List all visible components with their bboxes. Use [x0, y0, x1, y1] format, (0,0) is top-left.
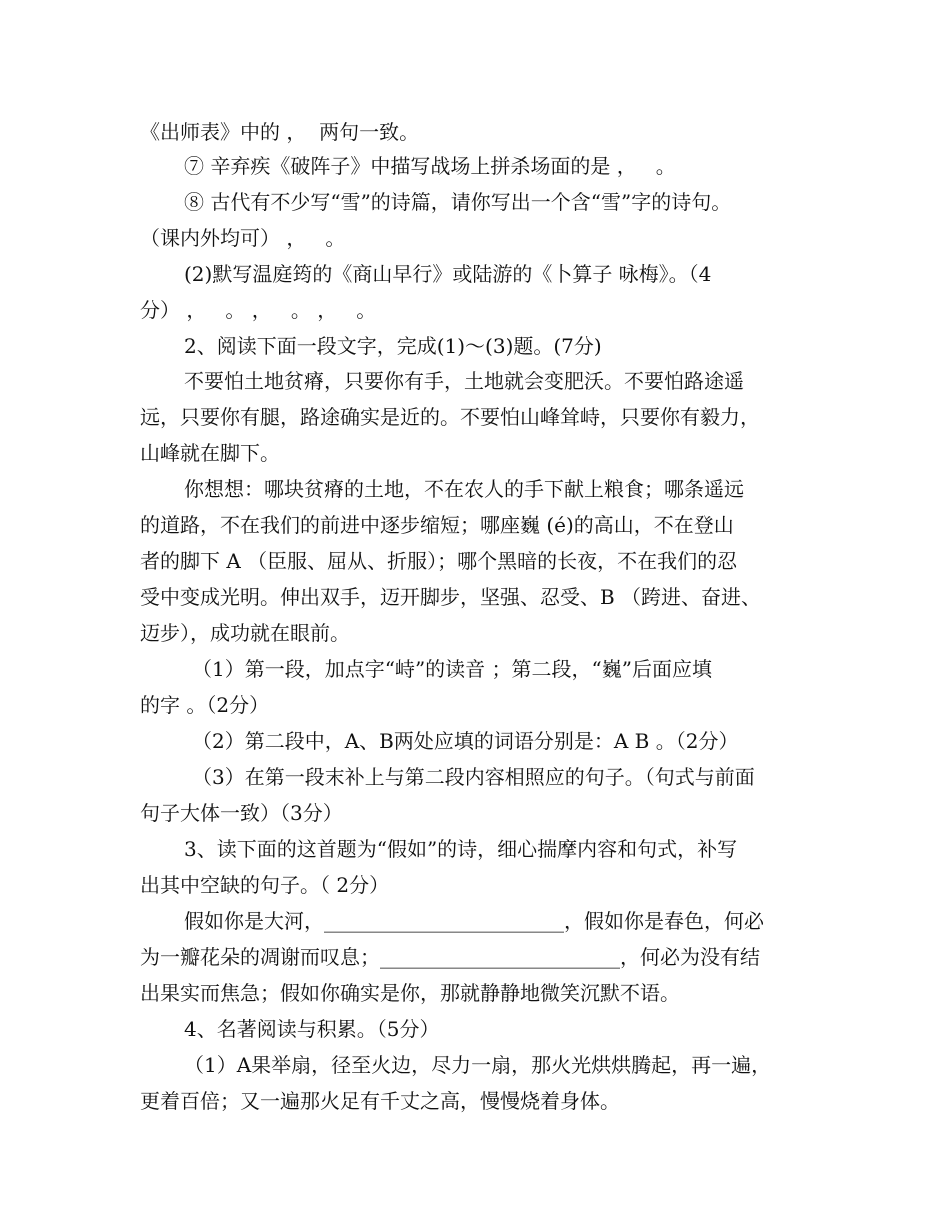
text-line: 受中变成光明。伸出双手，迈开脚步，坚强、忍受、B （跨进、奋进、 [140, 585, 762, 609]
text-line: 你想想：哪块贫瘠的土地，不在农人的手下献上粮食；哪条遥远 [184, 477, 744, 501]
text-line: 更着百倍；又一遍那火足有千丈之高，慢慢烧着身体。 [140, 1089, 620, 1113]
text-line: ⑦ 辛弃疾《破阵子》中描写战场上拼杀场面的是 ， 。 [184, 154, 676, 178]
text-line: （2）第二段中，A、B两处应填的词语分别是：A B 。（2分） [192, 729, 739, 753]
text-line: 远，只要你有腿，路途确实是近的。不要怕山峰耸峙，只要你有毅力， [140, 405, 760, 429]
text-line: 句子大体一致）（3分） [140, 801, 343, 825]
text-line: 2、阅读下面一段文字，完成(1)～(3)题。(7分) [184, 334, 602, 358]
text-line: 不要怕土地贫瘠，只要你有手，土地就会变肥沃。不要怕路途遥 [184, 369, 744, 393]
text-line: 迈步），成功就在眼前。 [140, 621, 350, 645]
text-line: （课内外均可） ， 。 [140, 226, 346, 250]
text-line: 分） ， 。 ， 。 ， 。 [140, 298, 377, 322]
text-line: 为一瓣花朵的凋谢而叹息；________________________，何必为没有结 [140, 945, 760, 969]
text-line: 3、读下面的这首题为“假如”的诗，细心揣摩内容和句式，补写 [184, 837, 738, 861]
text-line: 山峰就在脚下。 [140, 441, 280, 465]
text-line: 出果实而焦急；假如你确实是你，那就静静地微笑沉默不语。 [140, 981, 680, 1005]
text-line: 《出师表》中的 ， 两句一致。 [140, 120, 420, 144]
text-line: （1）第一段，加点字“峙”的读音 ；第二段，“巍”后面应填 [192, 657, 712, 681]
text-line: 假如你是大河，________________________，假如你是春色，何必 [184, 909, 764, 933]
text-line: （3）在第一段末补上与第二段内容相照应的句子。（句式与前面 [192, 765, 755, 789]
text-line: (2)默写温庭筠的《商山早行》或陆游的《卜算子 咏梅》。（4 [184, 262, 712, 286]
text-line: ⑧ 古代有不少写“雪”的诗篇，请你写出一个含“雪”字的诗句。 [184, 190, 732, 214]
text-line: 4、名著阅读与积累。（5分） [184, 1017, 440, 1041]
text-line: （1）A果举扇，径至火边，尽力一扇，那火光烘烘腾起，再一遍， [184, 1053, 772, 1077]
text-line: 的字 。（2分） [140, 693, 270, 717]
text-line: 的道路，不在我们的前进中逐步缩短；哪座巍 (é)的高山，不在登山 [140, 513, 734, 537]
text-line: 出其中空缺的句子。（ 2分） [140, 873, 390, 897]
text-line: 者的脚下 A （臣服、屈从、折服）；哪个黑暗的长夜，不在我们的忍 [140, 549, 738, 573]
